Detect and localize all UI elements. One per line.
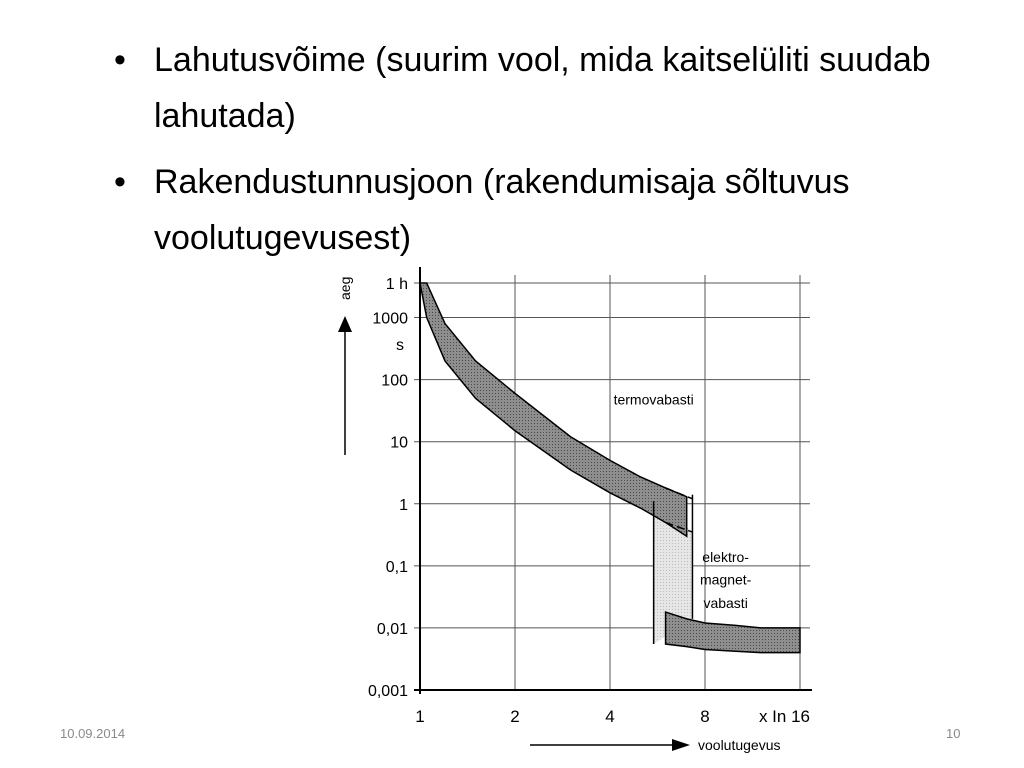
y-tick-label: 1000 xyxy=(372,310,408,328)
chart-annotation: elektro- xyxy=(702,549,749,566)
y-tick-label: 1 h xyxy=(385,276,408,293)
x-tick-label: 2 xyxy=(510,707,520,726)
thermal-trip-band xyxy=(420,283,687,536)
bullet-dot-icon: • xyxy=(114,41,126,79)
y-tick-label: 10 xyxy=(390,434,408,452)
x-tick-label: 4 xyxy=(605,707,615,726)
bullet-text: Rakendustunnusjoon (rakendumisaja sõltuvus voolutugevusest) xyxy=(154,163,850,257)
y-tick-label: 0,01 xyxy=(376,620,408,638)
x-axis-arrow-head xyxy=(672,739,690,751)
x-tick-label: 1 xyxy=(415,707,425,726)
bullet-text: Lahutusvõime (suurim vool, mida kaitselüliti suudab lahutada) xyxy=(154,41,931,135)
bullet-dot-icon: • xyxy=(114,163,126,201)
x-tick-label: 8 xyxy=(700,707,710,726)
chart-annotation: vabasti xyxy=(703,594,748,611)
y-tick-label: 0,001 xyxy=(367,683,408,700)
slide-page-number: 10 xyxy=(946,726,961,741)
y-axis-arrow-head xyxy=(338,316,352,332)
chart-annotation: termovabasti xyxy=(613,391,694,408)
slide-date: 10.09.2014 xyxy=(60,726,126,741)
y-tick-label: 100 xyxy=(381,372,408,390)
x-axis-label: voolutugevus xyxy=(698,737,781,753)
y-tick-label: 1 xyxy=(399,496,408,514)
x-tick-label: x In 16 xyxy=(758,707,810,726)
y-unit-label: s xyxy=(396,336,404,354)
chart-annotation: magnet- xyxy=(699,571,752,588)
y-tick-label: 0,1 xyxy=(385,558,408,576)
y-axis-label: aeg xyxy=(337,276,353,300)
magnetic-trip-band xyxy=(666,612,800,653)
